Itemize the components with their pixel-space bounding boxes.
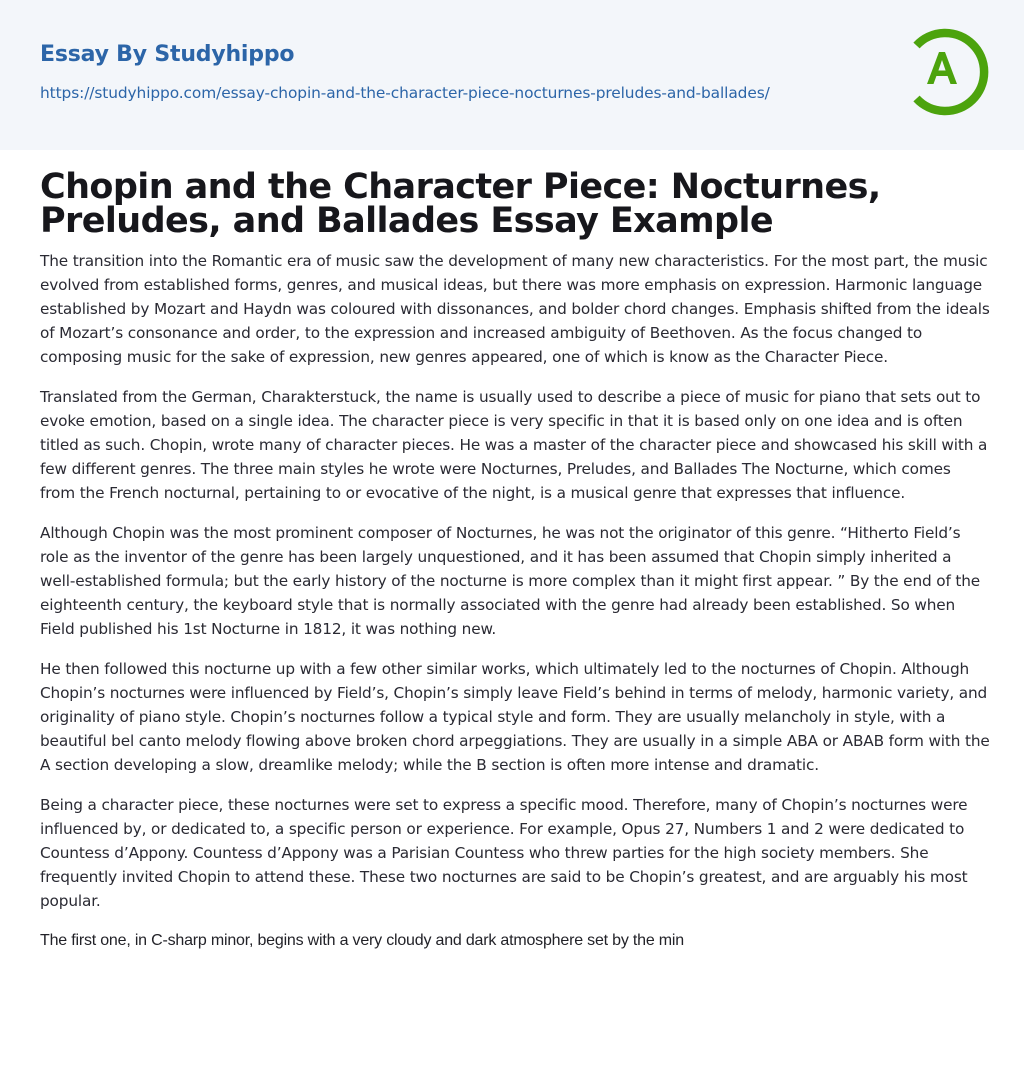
brand-title: Essay By Studyhippo <box>40 42 295 67</box>
essay-paragraph-3: Although Chopin was the most prominent composer of Nocturnes, he was not the originator of this genre. “Hitherto Field’s role as the inventor of the genre has been largely unquestioned, and it has been assumed that Chopin simply inherited a well-established formula; but the early history of the nocturne is more complex than it might first appear. ” By the end of the eighteenth century, the keyboard style that is normally associated with the genre had already been established. So when Field published his 1st Nocturne in 1812, it was nothing new. <box>40 524 981 638</box>
essay-body <box>40 249 990 969</box>
essay-paragraph-4: He then followed this nocturne up with a few other similar works, which ultimately led to the nocturnes of Chopin. Although Chopin’s nocturnes were influenced by Field’s, Chopin’s simply leave Field’s behind in terms of melody, harmonic variety, and originality of piano style. Chopin’s nocturnes follow a typical style and form. They are usually melancholy in style, with a beautiful bel canto melody flowing above broken chord arpeggiations. They are usually in a simple ABA or ABAB form with the A section developing a slow, dreamlike melody; while the B section is often more intense and dramatic. <box>40 660 990 774</box>
essay-paragraph-1: The transition into the Romantic era of music saw the development of many new characteristics. For the most part, the music evolved from established forms, genres, and musical ideas, but there was more emphasis on expression. Harmonic language established by Mozart and Haydn was coloured with dissonances, and bolder chord changes. Emphasis shifted from the ideals of Mozart’s consonance and order, to the expression and increased ambiguity of Beethoven. As the focus changed to composing music for the sake of expression, new genres appeared, one of which is know as the Character Piece. <box>40 252 990 366</box>
page-title: Chopin and the Character Piece: Nocturnes, Preludes, and Ballades Essay Example <box>40 167 881 241</box>
essay-paragraph-2: Translated from the German, Charakterstuck, the name is usually used to describe a piece of music for piano that sets out to evoke emotion, based on a single idea. The character piece is very specific in that it is based only on one idea and is often titled as such. Chopin, wrote many of character pieces. He was a master of the character piece and showcased his skill with a few different genres. The three main styles he wrote were Nocturnes, Preludes, and Ballades The Nocturne, which comes from the French nocturnal, pertaining to or evocative of the night, is a musical genre that expresses that influence. <box>40 388 988 502</box>
site-header <box>0 0 1024 150</box>
essay-paragraph-truncated: The first one, in C-sharp minor, begins with a very cloudy and dark atmosphere set by the min <box>40 932 684 949</box>
source-url-link[interactable]: https://studyhippo.com/essay-chopin-and-the-character-piece-nocturnes-preludes-and-ballades/ <box>40 84 770 102</box>
studyhippo-logo-icon[interactable] <box>898 26 990 118</box>
essay-paragraph-5: Being a character piece, these nocturnes were set to express a specific mood. Therefore, many of Chopin’s nocturnes were influenced by, or dedicated to, a specific person or experience. For example, Opus 27, Numbers 1 and 2 were dedicated to Countess d’Appony. Countess d’Appony was a Parisian Countess who threw parties for the high society members. She frequently invited Chopin to attend these. These two nocturnes are said to be Chopin’s greatest, and are arguably his most popular. <box>40 796 968 910</box>
